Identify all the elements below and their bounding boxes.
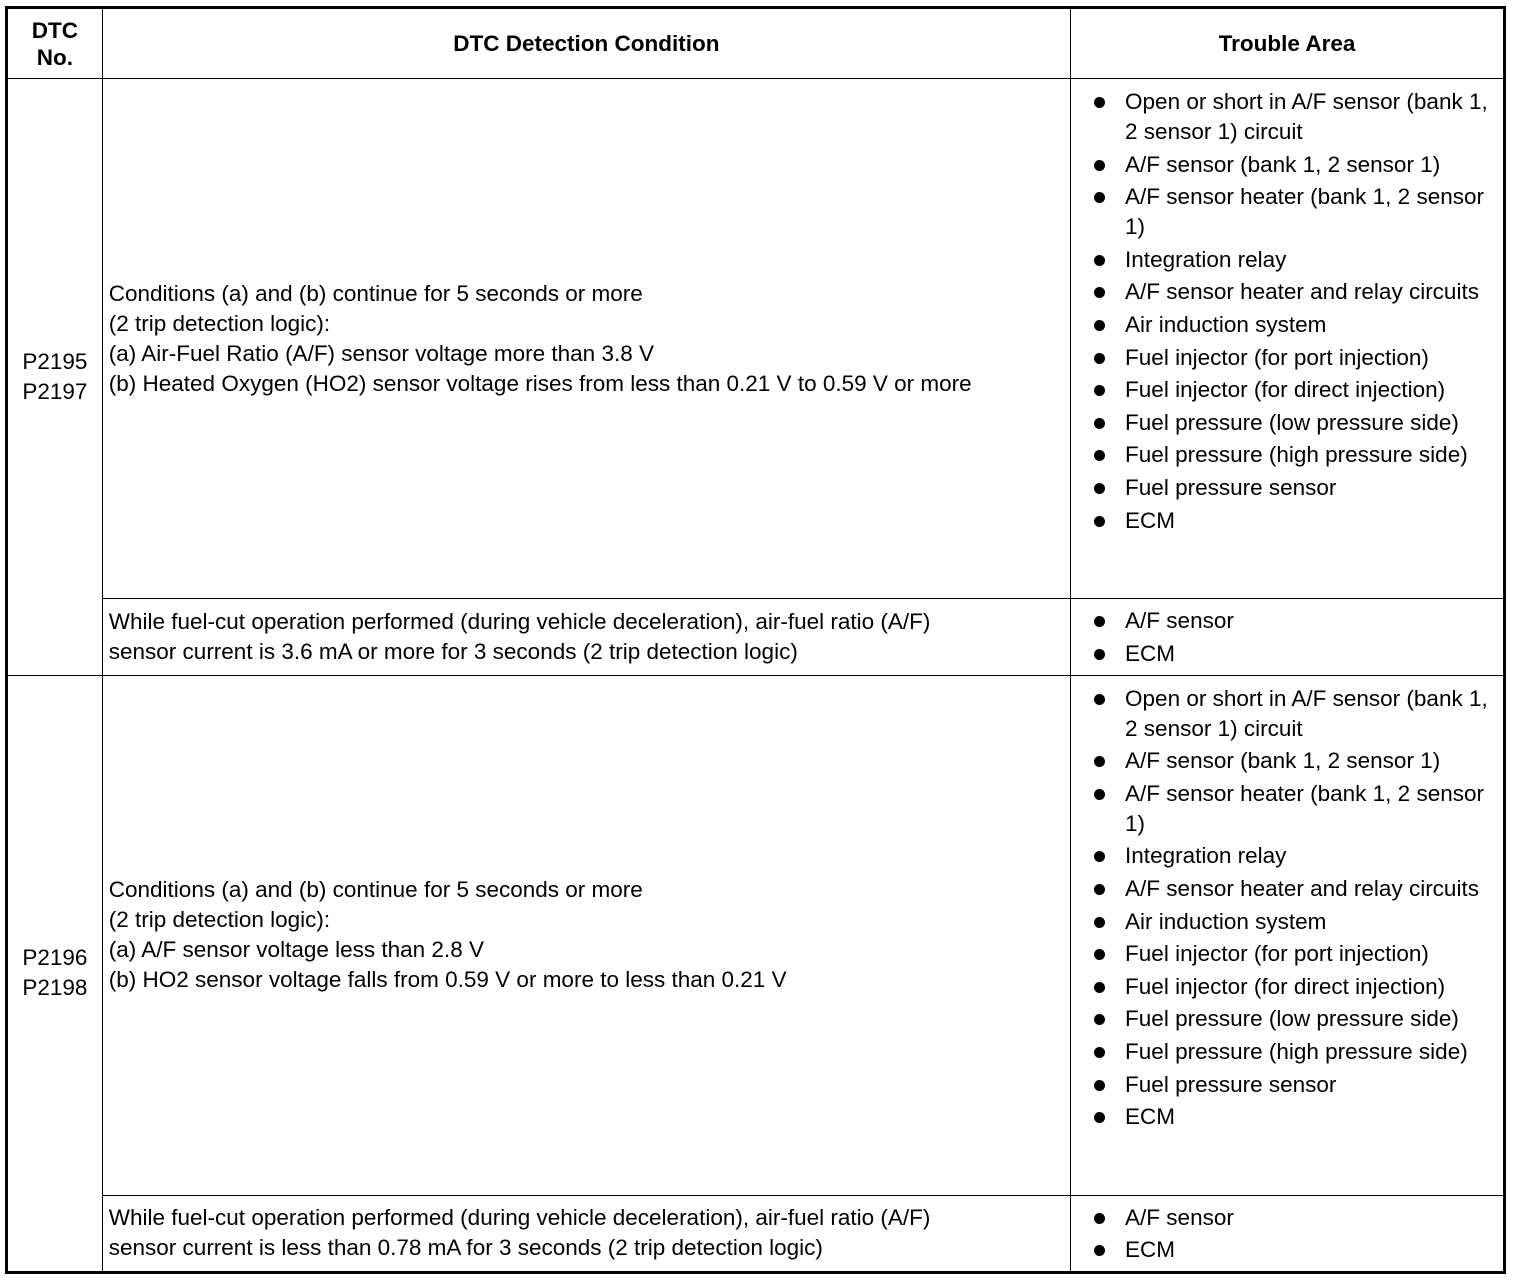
bullet-icon xyxy=(1094,1080,1105,1091)
trouble-area-text: Air induction system xyxy=(1125,311,1327,337)
trouble-area-text: A/F sensor xyxy=(1125,608,1234,633)
table-row xyxy=(7,599,1505,676)
list-item xyxy=(1091,1235,1499,1265)
list-item xyxy=(1091,182,1499,242)
trouble-area-text: Fuel injector (for port injection) xyxy=(1125,941,1429,967)
trouble-area-text: Fuel pressure (high pressure side) xyxy=(1125,442,1468,468)
trouble-area-list xyxy=(1091,606,1499,669)
list-item xyxy=(1091,907,1499,937)
detection-condition-cell xyxy=(102,1195,1070,1273)
dtc-table xyxy=(5,6,1506,1274)
condition-line: While fuel-cut operation performed (during vehicle deceleration), air-fuel ratio (A/F) xyxy=(108,1205,931,1231)
bullet-icon xyxy=(1094,255,1105,266)
trouble-area-text: ECM xyxy=(1125,507,1176,533)
condition-line: (a) A/F sensor voltage less than 2.8 V xyxy=(108,937,484,963)
trouble-area-text: Fuel injector (for direct injection) xyxy=(1125,377,1446,403)
table-body xyxy=(7,79,1505,1273)
condition-line: (a) Air-Fuel Ratio (A/F) sensor voltage more than 3.8 V xyxy=(108,340,654,366)
dtc-code-cell xyxy=(7,79,103,676)
dtc-table-container xyxy=(5,6,1506,1274)
list-item xyxy=(1091,939,1499,969)
bullet-icon xyxy=(1094,982,1105,993)
list-item xyxy=(1091,343,1499,373)
condition-line: (b) HO2 sensor voltage falls from 0.59 V or more to less than 0.21 V xyxy=(108,967,787,993)
condition-line: (2 trip detection logic): xyxy=(108,907,331,933)
detection-condition-cell xyxy=(102,675,1070,1195)
trouble-area-text: A/F sensor heater and relay circuits xyxy=(1125,875,1479,901)
trouble-area-text: Fuel pressure (low pressure side) xyxy=(1125,1006,1459,1032)
bullet-icon xyxy=(1094,1245,1105,1256)
dtc-code-cell xyxy=(7,675,103,1273)
trouble-area-text: Open or short in A/F sensor (bank 1, 2 sensor 1) circuit xyxy=(1125,685,1488,741)
bullet-icon xyxy=(1094,884,1105,895)
condition-line: sensor current is less than 0.78 mA for 3 seconds (2 trip detection logic) xyxy=(108,1235,823,1261)
bullet-icon xyxy=(1094,949,1105,960)
list-item xyxy=(1091,606,1499,636)
header-detection-condition: DTC Detection Condition xyxy=(102,8,1070,79)
list-item xyxy=(1091,779,1499,839)
bullet-icon xyxy=(1094,516,1105,527)
bullet-icon xyxy=(1094,192,1105,203)
bullet-icon xyxy=(1094,851,1105,862)
list-item xyxy=(1091,408,1499,438)
condition-line: While fuel-cut operation performed (during vehicle deceleration), air-fuel ratio (A/F) xyxy=(108,608,931,634)
detection-condition-cell xyxy=(102,79,1070,599)
list-item xyxy=(1091,473,1499,503)
bullet-icon xyxy=(1094,483,1105,494)
trouble-area-cell xyxy=(1071,675,1505,1195)
trouble-area-text: A/F sensor heater (bank 1, 2 sensor 1) xyxy=(1125,184,1484,240)
trouble-area-text: Integration relay xyxy=(1125,843,1287,869)
bullet-icon xyxy=(1094,320,1105,331)
bullet-icon xyxy=(1094,160,1105,171)
trouble-area-list xyxy=(1091,87,1499,536)
trouble-area-list xyxy=(1091,1203,1499,1266)
bullet-icon xyxy=(1094,287,1105,298)
bullet-icon xyxy=(1094,97,1105,108)
trouble-area-list xyxy=(1091,684,1499,1133)
list-item xyxy=(1091,440,1499,470)
dtc-code: P2198 xyxy=(22,975,88,1001)
dtc-code: P2197 xyxy=(22,378,88,404)
trouble-area-text: Fuel injector (for direct injection) xyxy=(1125,973,1446,999)
bullet-icon xyxy=(1094,1047,1105,1058)
condition-line: (2 trip detection logic): xyxy=(108,310,331,336)
bullet-icon xyxy=(1094,1014,1105,1025)
bullet-icon xyxy=(1094,756,1105,767)
trouble-area-text: Fuel pressure (low pressure side) xyxy=(1125,409,1459,435)
bullet-icon xyxy=(1094,385,1105,396)
trouble-area-text: ECM xyxy=(1125,1104,1176,1130)
trouble-area-text: Integration relay xyxy=(1125,246,1287,272)
dtc-code: P2195 xyxy=(22,348,88,374)
header-dtc-line1: DTC xyxy=(31,17,78,43)
bullet-icon xyxy=(1094,917,1105,928)
list-item xyxy=(1091,310,1499,340)
list-item xyxy=(1091,1203,1499,1233)
list-item xyxy=(1091,277,1499,307)
dtc-code: P2196 xyxy=(22,945,88,971)
trouble-area-text: ECM xyxy=(1125,1237,1176,1263)
trouble-area-text: Fuel pressure sensor xyxy=(1125,474,1337,500)
trouble-area-text: Fuel injector (for port injection) xyxy=(1125,344,1429,370)
list-item xyxy=(1091,245,1499,275)
detection-condition-cell xyxy=(102,599,1070,676)
list-item xyxy=(1091,639,1499,669)
bullet-icon xyxy=(1094,649,1105,660)
trouble-area-cell xyxy=(1071,599,1505,676)
list-item xyxy=(1091,506,1499,536)
header-dtc-line2: No. xyxy=(36,44,73,70)
trouble-area-text: A/F sensor heater and relay circuits xyxy=(1125,279,1479,305)
table-row xyxy=(7,1195,1505,1273)
list-item xyxy=(1091,841,1499,871)
trouble-area-text: Open or short in A/F sensor (bank 1, 2 sensor 1) circuit xyxy=(1125,89,1488,144)
list-item xyxy=(1091,1004,1499,1034)
table-row xyxy=(7,675,1505,1195)
table-row xyxy=(7,79,1505,599)
condition-line: sensor current is 3.6 mA or more for 3 seconds (2 trip detection logic) xyxy=(108,638,798,664)
bullet-icon xyxy=(1094,1213,1105,1224)
list-item xyxy=(1091,1070,1499,1100)
trouble-area-cell xyxy=(1071,79,1505,599)
trouble-area-text: A/F sensor (bank 1, 2 sensor 1) xyxy=(1125,748,1441,774)
condition-line: (b) Heated Oxygen (HO2) sensor voltage rises from less than 0.21 V to 0.59 V or more xyxy=(108,370,972,396)
list-item xyxy=(1091,1037,1499,1067)
trouble-area-text: A/F sensor heater (bank 1, 2 sensor 1) xyxy=(1125,780,1484,836)
list-item xyxy=(1091,746,1499,776)
trouble-area-text: Air induction system xyxy=(1125,908,1327,934)
trouble-area-text: Fuel pressure (high pressure side) xyxy=(1125,1038,1468,1064)
list-item xyxy=(1091,375,1499,405)
bullet-icon xyxy=(1094,789,1105,800)
trouble-area-text: A/F sensor (bank 1, 2 sensor 1) xyxy=(1125,151,1441,177)
condition-line: Conditions (a) and (b) continue for 5 seconds or more xyxy=(108,877,643,903)
table-header-row xyxy=(7,8,1505,79)
header-dtc-no xyxy=(7,8,103,79)
list-item xyxy=(1091,684,1499,744)
trouble-area-text: ECM xyxy=(1125,640,1176,666)
list-item xyxy=(1091,1102,1499,1132)
list-item xyxy=(1091,874,1499,904)
bullet-icon xyxy=(1094,616,1105,627)
bullet-icon xyxy=(1094,418,1105,429)
header-trouble-area: Trouble Area xyxy=(1071,8,1505,79)
list-item xyxy=(1091,972,1499,1002)
trouble-area-text: A/F sensor xyxy=(1125,1204,1234,1230)
bullet-icon xyxy=(1094,1112,1105,1123)
bullet-icon xyxy=(1094,353,1105,364)
list-item xyxy=(1091,87,1499,147)
list-item xyxy=(1091,150,1499,180)
bullet-icon xyxy=(1094,450,1105,461)
bullet-icon xyxy=(1094,694,1105,705)
trouble-area-cell xyxy=(1071,1195,1505,1273)
trouble-area-text: Fuel pressure sensor xyxy=(1125,1071,1337,1097)
condition-line: Conditions (a) and (b) continue for 5 seconds or more xyxy=(108,280,643,306)
